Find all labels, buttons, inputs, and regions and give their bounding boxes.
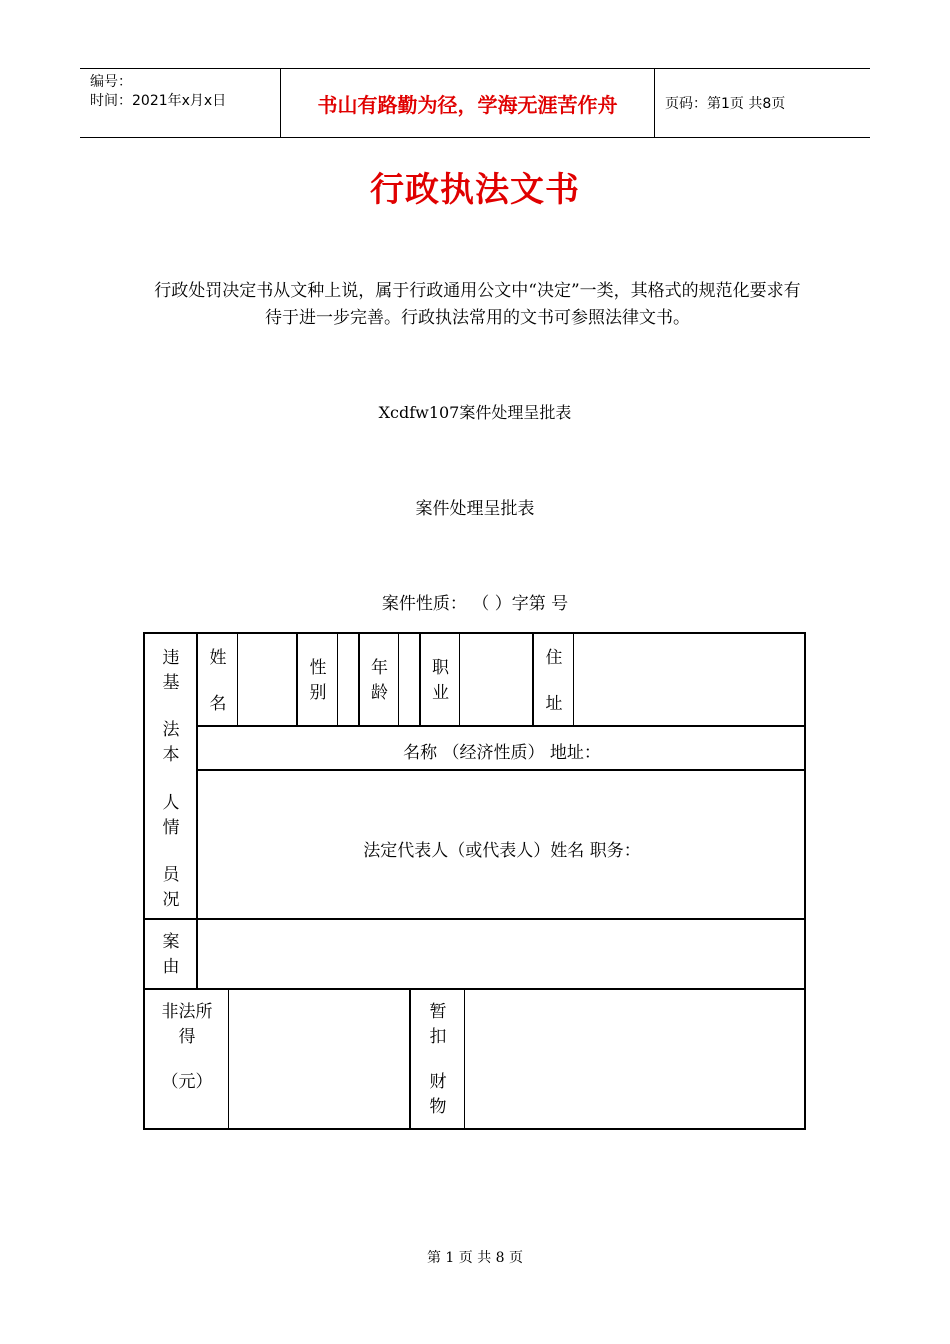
occupation-label: 职 业 <box>432 658 449 703</box>
age-label: 年 龄 <box>371 658 388 703</box>
col-divider <box>573 634 574 725</box>
col-divider <box>237 634 238 725</box>
col-divider <box>398 634 399 725</box>
header-page-info: 页码：第1页 共8页 <box>665 96 786 112</box>
page-footer: 第 1 页 共 8 页 <box>426 1250 524 1266</box>
address-label: 住 址 <box>545 648 563 714</box>
seized-property-label: 暂 扣 财 物 <box>429 1002 447 1117</box>
legal-representative-line: 法定代表人（或代表人）姓名 职务： <box>363 841 641 861</box>
case-reason-label: 案 由 <box>162 932 180 977</box>
approval-form-table <box>143 632 806 1130</box>
number-label: 编号： <box>90 74 132 90</box>
col-divider <box>409 990 411 1130</box>
row-divider <box>145 918 806 920</box>
col-divider <box>532 634 534 725</box>
document-title: 行政执法文书 <box>370 170 580 210</box>
col-divider <box>358 634 360 725</box>
col-divider <box>464 990 465 1130</box>
row-divider <box>145 988 806 990</box>
violator-label-b: 法 本 <box>162 720 180 765</box>
col-divider <box>228 990 229 1130</box>
violator-label-c: 人 情 <box>162 793 180 838</box>
name-label: 姓 名 <box>209 648 227 714</box>
illegal-income-label: 非法所 得 （元） <box>161 1002 213 1092</box>
col-divider <box>196 634 198 988</box>
time-label: 时间：2021年x月x日 <box>90 93 227 109</box>
organization-line: 名称 （经济性质） 地址： <box>403 743 601 763</box>
gender-label: 性 别 <box>309 658 327 703</box>
form-title: 案件处理呈批表 <box>415 499 535 519</box>
col-divider <box>296 634 298 725</box>
form-code-title: Xcdfw107案件处理呈批表 <box>378 403 572 422</box>
row-divider <box>197 769 806 771</box>
intro-paragraph: 行政处罚决定书从文种上说，属于行政通用公文中“决定”一类，其格式的规范化要求有待于进一步完善。行政执法常用的文书可参照法律文书。 <box>154 281 801 328</box>
header-meta <box>80 69 280 137</box>
row-divider <box>197 725 806 727</box>
header-motto: 书山有路勤为径，学海无涯苦作舟 <box>280 69 655 137</box>
violator-label-d: 员 况 <box>162 865 180 910</box>
col-divider <box>419 634 421 725</box>
violator-label-a: 违 基 <box>162 648 180 693</box>
col-divider <box>459 634 460 725</box>
col-divider <box>337 634 338 725</box>
case-type-line: 案件性质： （ ）字第 号 <box>381 594 569 614</box>
document-header <box>80 68 870 138</box>
